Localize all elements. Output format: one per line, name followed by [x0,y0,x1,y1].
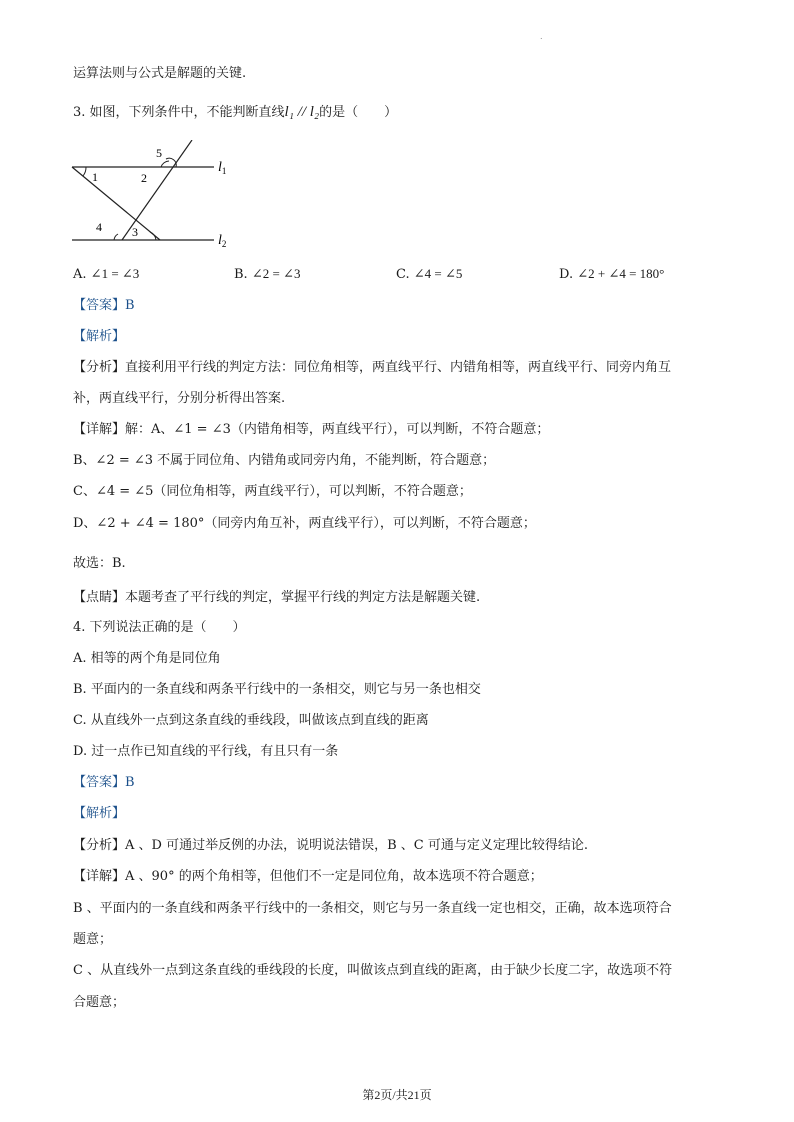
q4-detail-b-line-2: 题意； [73,932,113,947]
q4-option-d: D. 过一点作已知直线的平行线，有且只有一条 [73,744,339,759]
q4-analysis-tag: 【解析】 [73,806,126,821]
label-angle-3: 3 [132,225,138,239]
q3-stem-suffix: 的是（ ） [319,105,398,120]
q3-option-c: C. ∠4 = ∠5 [396,266,463,282]
label-l2: $l_2$ [218,233,227,249]
q4-answer: 【答案】B [73,775,135,790]
q4-analysis: 【分析】A 、D 可通过举反例的办法，说明说法错误，B 、C 可通与定义定理比较得结论. [73,838,588,853]
q3-stem [73,104,397,121]
q3-comment: 【点睛】本题考查了平行线的判定，掌握平行线的判定方法是解题关键. [73,590,481,605]
label-angle-1: 1 [92,170,98,184]
q3-stem-math: l₁ // l₂ [284,104,320,120]
q3-detail-b: B、∠2 = ∠3 不属于同位角、内错角或同旁内角，不能判断，符合题意； [73,453,496,468]
label-angle-5: 5 [156,146,162,160]
q3-analysis-line-1: 【分析】直接利用平行线的判定方法：同位角相等，两直线平行、内错角相等，两直线平行、同旁内角互 [73,360,672,375]
arc-angle-1 [83,167,86,176]
q3-stem-prefix: 3. 如图，下列条件中，不能判断直线 [73,105,285,120]
q3-detail-a: 【详解】解：A、∠1 = ∠3（内错角相等，两直线平行），可以判断，不符合题意； [73,422,550,437]
parallel-lines-figure [66,140,246,255]
q4-option-b: B. 平面内的一条直线和两条平行线中的一条相交，则它与另一条也相交 [73,682,481,697]
page-mark: . [540,32,543,41]
label-angle-2: 2 [141,171,147,185]
intro-line: 运算法则与公式是解题的关键. [73,66,247,81]
q3-option-d: D. ∠2 + ∠4 = 180° [559,266,665,282]
arc-angle-4 [114,234,118,240]
q4-detail-c-line-1: C 、从直线外一点到这条直线的垂线段的长度，叫做该点到直线的距离，由于缺少长度二字，故选项不符 [73,963,673,978]
q3-option-a: A. ∠1 = ∠3 [73,266,140,282]
q4-detail-a: 【详解】A 、90° 的两个角相等，但他们不一定是同位角，故本选项不符合题意； [73,869,543,884]
label-angle-4: 4 [96,220,102,234]
q3-option-b: B. ∠2 = ∠3 [234,266,301,282]
q4-detail-c-line-2: 合题意； [73,995,126,1010]
q3-detail-c: C、∠4 = ∠5（同位角相等，两直线平行），可以判断，不符合题意； [73,484,472,499]
arc-angle-2 [161,161,169,167]
q4-option-c: C. 从直线外一点到这条直线的垂线段，叫做该点到直线的距离 [73,713,429,728]
q3-choice: 故选：B. [73,556,126,571]
label-l1: $l_1$ [218,160,227,176]
q3-analysis-tag: 【解析】 [73,329,126,344]
q3-detail-d: D、∠2 + ∠4 = 180°（同旁内角互补，两直线平行），可以判断，不符合题意； [73,516,536,531]
q3-answer: 【答案】B [73,298,135,313]
q4-detail-b-line-1: B 、平面内的一条直线和两条平行线中的一条相交，则它与另一条直线一定也相交，正确，故本选项符合 [73,901,672,916]
q4-option-a: A. 相等的两个角是同位角 [73,651,221,666]
q4-stem: 4. 下列说法正确的是（ ） [73,620,246,635]
page-footer: 第2页/共21页 [362,1088,432,1102]
q3-analysis-line-2: 补，两直线平行，分别分析得出答案. [73,391,286,406]
